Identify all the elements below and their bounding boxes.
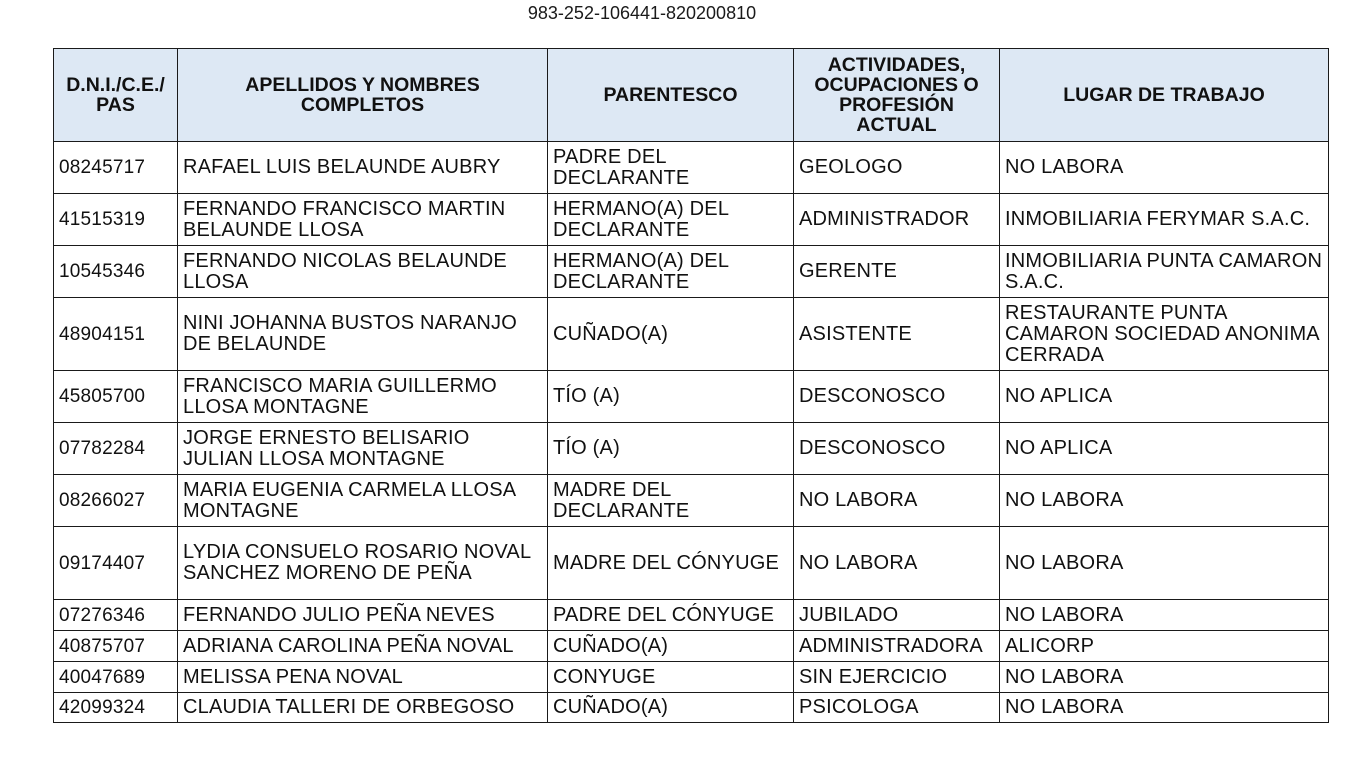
cell-full-name: NINI JOHANNA BUSTOS NARANJO DE BELAUNDE bbox=[178, 298, 548, 371]
cell-workplace: NO LABORA bbox=[1000, 600, 1329, 631]
cell-occupation: ASISTENTE bbox=[794, 298, 1000, 371]
cell-occupation: GERENTE bbox=[794, 246, 1000, 298]
cell-relationship: PADRE DEL CÓNYUGE bbox=[548, 600, 794, 631]
cell-workplace: INMOBILIARIA FERYMAR S.A.C. bbox=[1000, 194, 1329, 246]
cell-relationship: CUÑADO(A) bbox=[548, 693, 794, 723]
cell-dni: 07276346 bbox=[54, 600, 178, 631]
cell-relationship: CONYUGE bbox=[548, 662, 794, 693]
cell-occupation: PSICOLOGA bbox=[794, 693, 1000, 723]
header-relationship: PARENTESCO bbox=[548, 49, 794, 142]
cell-workplace: ALICORP bbox=[1000, 631, 1329, 662]
table-row bbox=[54, 298, 1329, 371]
cell-full-name: JORGE ERNESTO BELISARIO JULIAN LLOSA MONTAGNE bbox=[178, 423, 548, 475]
cell-dni: 09174407 bbox=[54, 527, 178, 600]
table-row bbox=[54, 371, 1329, 423]
cell-full-name: ADRIANA CAROLINA PEÑA NOVAL bbox=[178, 631, 548, 662]
cell-relationship: PADRE DEL DECLARANTE bbox=[548, 142, 794, 194]
cell-full-name: FERNANDO JULIO PEÑA NEVES bbox=[178, 600, 548, 631]
cell-workplace: NO LABORA bbox=[1000, 142, 1329, 194]
table-header-row bbox=[54, 49, 1329, 142]
cell-dni: 08245717 bbox=[54, 142, 178, 194]
cell-full-name: RAFAEL LUIS BELAUNDE AUBRY bbox=[178, 142, 548, 194]
cell-dni: 40047689 bbox=[54, 662, 178, 693]
table-row bbox=[54, 475, 1329, 527]
cell-dni: 45805700 bbox=[54, 371, 178, 423]
document-code: 983-252-106441-820200810 bbox=[527, 3, 757, 23]
cell-workplace: NO LABORA bbox=[1000, 475, 1329, 527]
table-row bbox=[54, 194, 1329, 246]
cell-workplace: NO APLICA bbox=[1000, 371, 1329, 423]
table-row bbox=[54, 423, 1329, 475]
cell-workplace: NO APLICA bbox=[1000, 423, 1329, 475]
table-row bbox=[54, 600, 1329, 631]
cell-full-name: FERNANDO NICOLAS BELAUNDE LLOSA bbox=[178, 246, 548, 298]
table-row bbox=[54, 246, 1329, 298]
table-row bbox=[54, 142, 1329, 194]
cell-occupation: NO LABORA bbox=[794, 527, 1000, 600]
cell-occupation: JUBILADO bbox=[794, 600, 1000, 631]
cell-relationship: MADRE DEL CÓNYUGE bbox=[548, 527, 794, 600]
header-full-name: APELLIDOS Y NOMBRES COMPLETOS bbox=[178, 49, 548, 142]
table-row bbox=[54, 631, 1329, 662]
cell-workplace: NO LABORA bbox=[1000, 527, 1329, 600]
header-occupation: ACTIVIDADES, OCUPACIONES O PROFESIÓN ACTUAL bbox=[794, 49, 1000, 142]
table-row bbox=[54, 693, 1329, 723]
cell-dni: 48904151 bbox=[54, 298, 178, 371]
cell-workplace: NO LABORA bbox=[1000, 693, 1329, 723]
cell-full-name: MELISSA PENA NOVAL bbox=[178, 662, 548, 693]
header-dni: D.N.I./C.E./ PAS bbox=[54, 49, 178, 142]
cell-occupation: DESCONOSCO bbox=[794, 423, 1000, 475]
cell-dni: 41515319 bbox=[54, 194, 178, 246]
cell-dni: 40875707 bbox=[54, 631, 178, 662]
cell-relationship: CUÑADO(A) bbox=[548, 631, 794, 662]
cell-occupation: ADMINISTRADORA bbox=[794, 631, 1000, 662]
cell-workplace: NO LABORA bbox=[1000, 662, 1329, 693]
cell-occupation: GEOLOGO bbox=[794, 142, 1000, 194]
cell-dni: 10545346 bbox=[54, 246, 178, 298]
cell-relationship: HERMANO(A) DEL DECLARANTE bbox=[548, 246, 794, 298]
cell-occupation: NO LABORA bbox=[794, 475, 1000, 527]
cell-relationship: CUÑADO(A) bbox=[548, 298, 794, 371]
cell-relationship: TÍO (A) bbox=[548, 423, 794, 475]
cell-full-name: LYDIA CONSUELO ROSARIO NOVAL SANCHEZ MORENO DE PEÑA bbox=[178, 527, 548, 600]
cell-dni: 42099324 bbox=[54, 693, 178, 723]
cell-full-name: FERNANDO FRANCISCO MARTIN BELAUNDE LLOSA bbox=[178, 194, 548, 246]
cell-relationship: MADRE DEL DECLARANTE bbox=[548, 475, 794, 527]
table-row bbox=[54, 662, 1329, 693]
cell-relationship: TÍO (A) bbox=[548, 371, 794, 423]
cell-occupation: DESCONOSCO bbox=[794, 371, 1000, 423]
cell-full-name: MARIA EUGENIA CARMELA LLOSA MONTAGNE bbox=[178, 475, 548, 527]
cell-full-name: CLAUDIA TALLERI DE ORBEGOSO bbox=[178, 693, 548, 723]
cell-full-name: FRANCISCO MARIA GUILLERMO LLOSA MONTAGNE bbox=[178, 371, 548, 423]
relatives-table bbox=[53, 48, 1329, 723]
table-row bbox=[54, 527, 1329, 600]
cell-occupation: ADMINISTRADOR bbox=[794, 194, 1000, 246]
cell-dni: 08266027 bbox=[54, 475, 178, 527]
cell-relationship: HERMANO(A) DEL DECLARANTE bbox=[548, 194, 794, 246]
cell-dni: 07782284 bbox=[54, 423, 178, 475]
cell-workplace: INMOBILIARIA PUNTA CAMARON S.A.C. bbox=[1000, 246, 1329, 298]
header-workplace: LUGAR DE TRABAJO bbox=[1000, 49, 1329, 142]
cell-workplace: RESTAURANTE PUNTA CAMARON SOCIEDAD ANONIMA CERRADA bbox=[1000, 298, 1329, 371]
cell-occupation: SIN EJERCICIO bbox=[794, 662, 1000, 693]
